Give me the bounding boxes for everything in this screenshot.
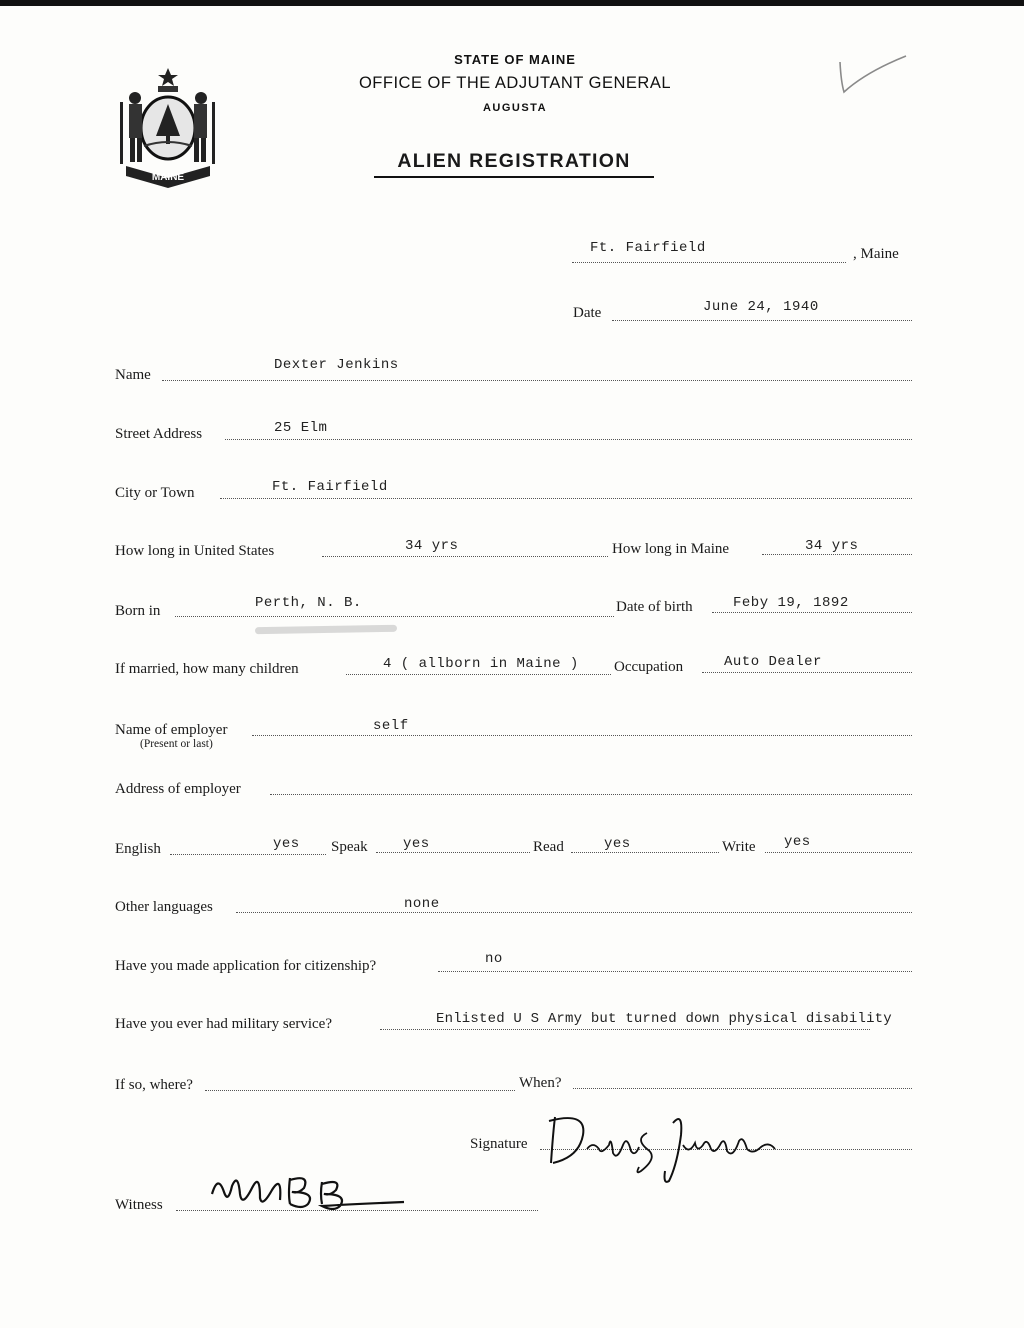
city-label: City or Town bbox=[115, 485, 195, 501]
write-line bbox=[765, 852, 912, 853]
born-value: Perth, N. B. bbox=[255, 595, 362, 611]
date-value: June 24, 1940 bbox=[703, 299, 819, 315]
town-line bbox=[572, 262, 846, 263]
street-line bbox=[225, 439, 912, 440]
citizenship-label: Have you made application for citizenship? bbox=[115, 958, 377, 974]
employer-label: Name of employer bbox=[115, 722, 228, 738]
born-label: Born in bbox=[115, 603, 161, 619]
other-languages-value: none bbox=[404, 896, 440, 912]
seal-text: MAINE bbox=[151, 172, 185, 183]
children-value: 4 ( allborn in Maine ) bbox=[383, 656, 579, 672]
children-label: If married, how many children bbox=[115, 661, 299, 677]
us-years-value: 34 yrs bbox=[405, 538, 459, 554]
where-line bbox=[205, 1090, 515, 1091]
when-line bbox=[573, 1088, 912, 1089]
english-line bbox=[170, 854, 326, 855]
dob-value: Feby 19, 1892 bbox=[733, 595, 849, 611]
witness-initials-icon bbox=[204, 1164, 414, 1222]
military-line bbox=[380, 1029, 870, 1030]
speak-line bbox=[376, 852, 530, 853]
born-line bbox=[175, 616, 614, 617]
date-label: Date bbox=[573, 305, 602, 321]
street-value: 25 Elm bbox=[274, 420, 328, 436]
witness-label: Witness bbox=[115, 1197, 163, 1213]
city-value: Ft. Fairfield bbox=[272, 479, 388, 495]
military-value: Enlisted U S Army but turned down physical disability bbox=[436, 1011, 892, 1027]
occupation-line bbox=[702, 672, 912, 673]
state-suffix: , Maine bbox=[853, 246, 899, 262]
handwritten-signature-icon bbox=[543, 1105, 793, 1187]
military-label: Have you ever had military service? bbox=[115, 1016, 332, 1032]
employer-line bbox=[252, 735, 912, 736]
other-languages-label: Other languages bbox=[115, 899, 213, 915]
dob-label: Date of birth bbox=[616, 599, 693, 615]
children-line bbox=[346, 674, 611, 675]
employer-address-label: Address of employer bbox=[115, 781, 241, 797]
header-office: OFFICE OF THE ADJUTANT GENERAL bbox=[358, 74, 672, 92]
name-line bbox=[162, 380, 912, 381]
top-border bbox=[0, 0, 1024, 6]
header-city: AUGUSTA bbox=[482, 102, 548, 114]
read-label: Read bbox=[533, 839, 564, 855]
check-mark-icon bbox=[836, 52, 910, 96]
date-line bbox=[612, 320, 912, 321]
maine-years-value: 34 yrs bbox=[805, 538, 859, 554]
town-value: Ft. Fairfield bbox=[590, 240, 706, 256]
employer-sublabel: (Present or last) bbox=[140, 738, 213, 750]
name-label: Name bbox=[115, 367, 151, 383]
street-label: Street Address bbox=[115, 426, 203, 442]
employer-value: self bbox=[373, 718, 409, 734]
maine-years-line bbox=[762, 554, 912, 555]
write-value: yes bbox=[784, 834, 811, 850]
citizenship-value: no bbox=[485, 951, 503, 967]
english-label: English bbox=[115, 841, 161, 857]
employer-address-line bbox=[270, 794, 912, 795]
header-state: STATE OF MAINE bbox=[454, 52, 576, 67]
city-line bbox=[220, 498, 912, 499]
state-seal-icon bbox=[112, 66, 224, 190]
read-line bbox=[571, 852, 719, 853]
speak-value: yes bbox=[403, 836, 430, 852]
read-value: yes bbox=[604, 836, 631, 852]
dob-line bbox=[712, 612, 912, 613]
speak-label: Speak bbox=[331, 839, 368, 855]
write-label: Write bbox=[722, 839, 756, 855]
signature-label: Signature bbox=[470, 1136, 528, 1152]
name-value: Dexter Jenkins bbox=[274, 357, 399, 373]
other-languages-line bbox=[236, 912, 912, 913]
maine-years-label: How long in Maine bbox=[612, 541, 730, 557]
english-value: yes bbox=[273, 836, 300, 852]
erasure-smudge bbox=[255, 625, 397, 634]
when-label: When? bbox=[519, 1075, 562, 1091]
where-label: If so, where? bbox=[115, 1077, 193, 1093]
citizenship-line bbox=[438, 971, 912, 972]
form-title: ALIEN REGISTRATION bbox=[374, 150, 654, 178]
us-years-label: How long in United States bbox=[115, 543, 275, 559]
occupation-label: Occupation bbox=[614, 659, 684, 675]
occupation-value: Auto Dealer bbox=[724, 654, 822, 670]
us-years-line bbox=[322, 556, 608, 557]
